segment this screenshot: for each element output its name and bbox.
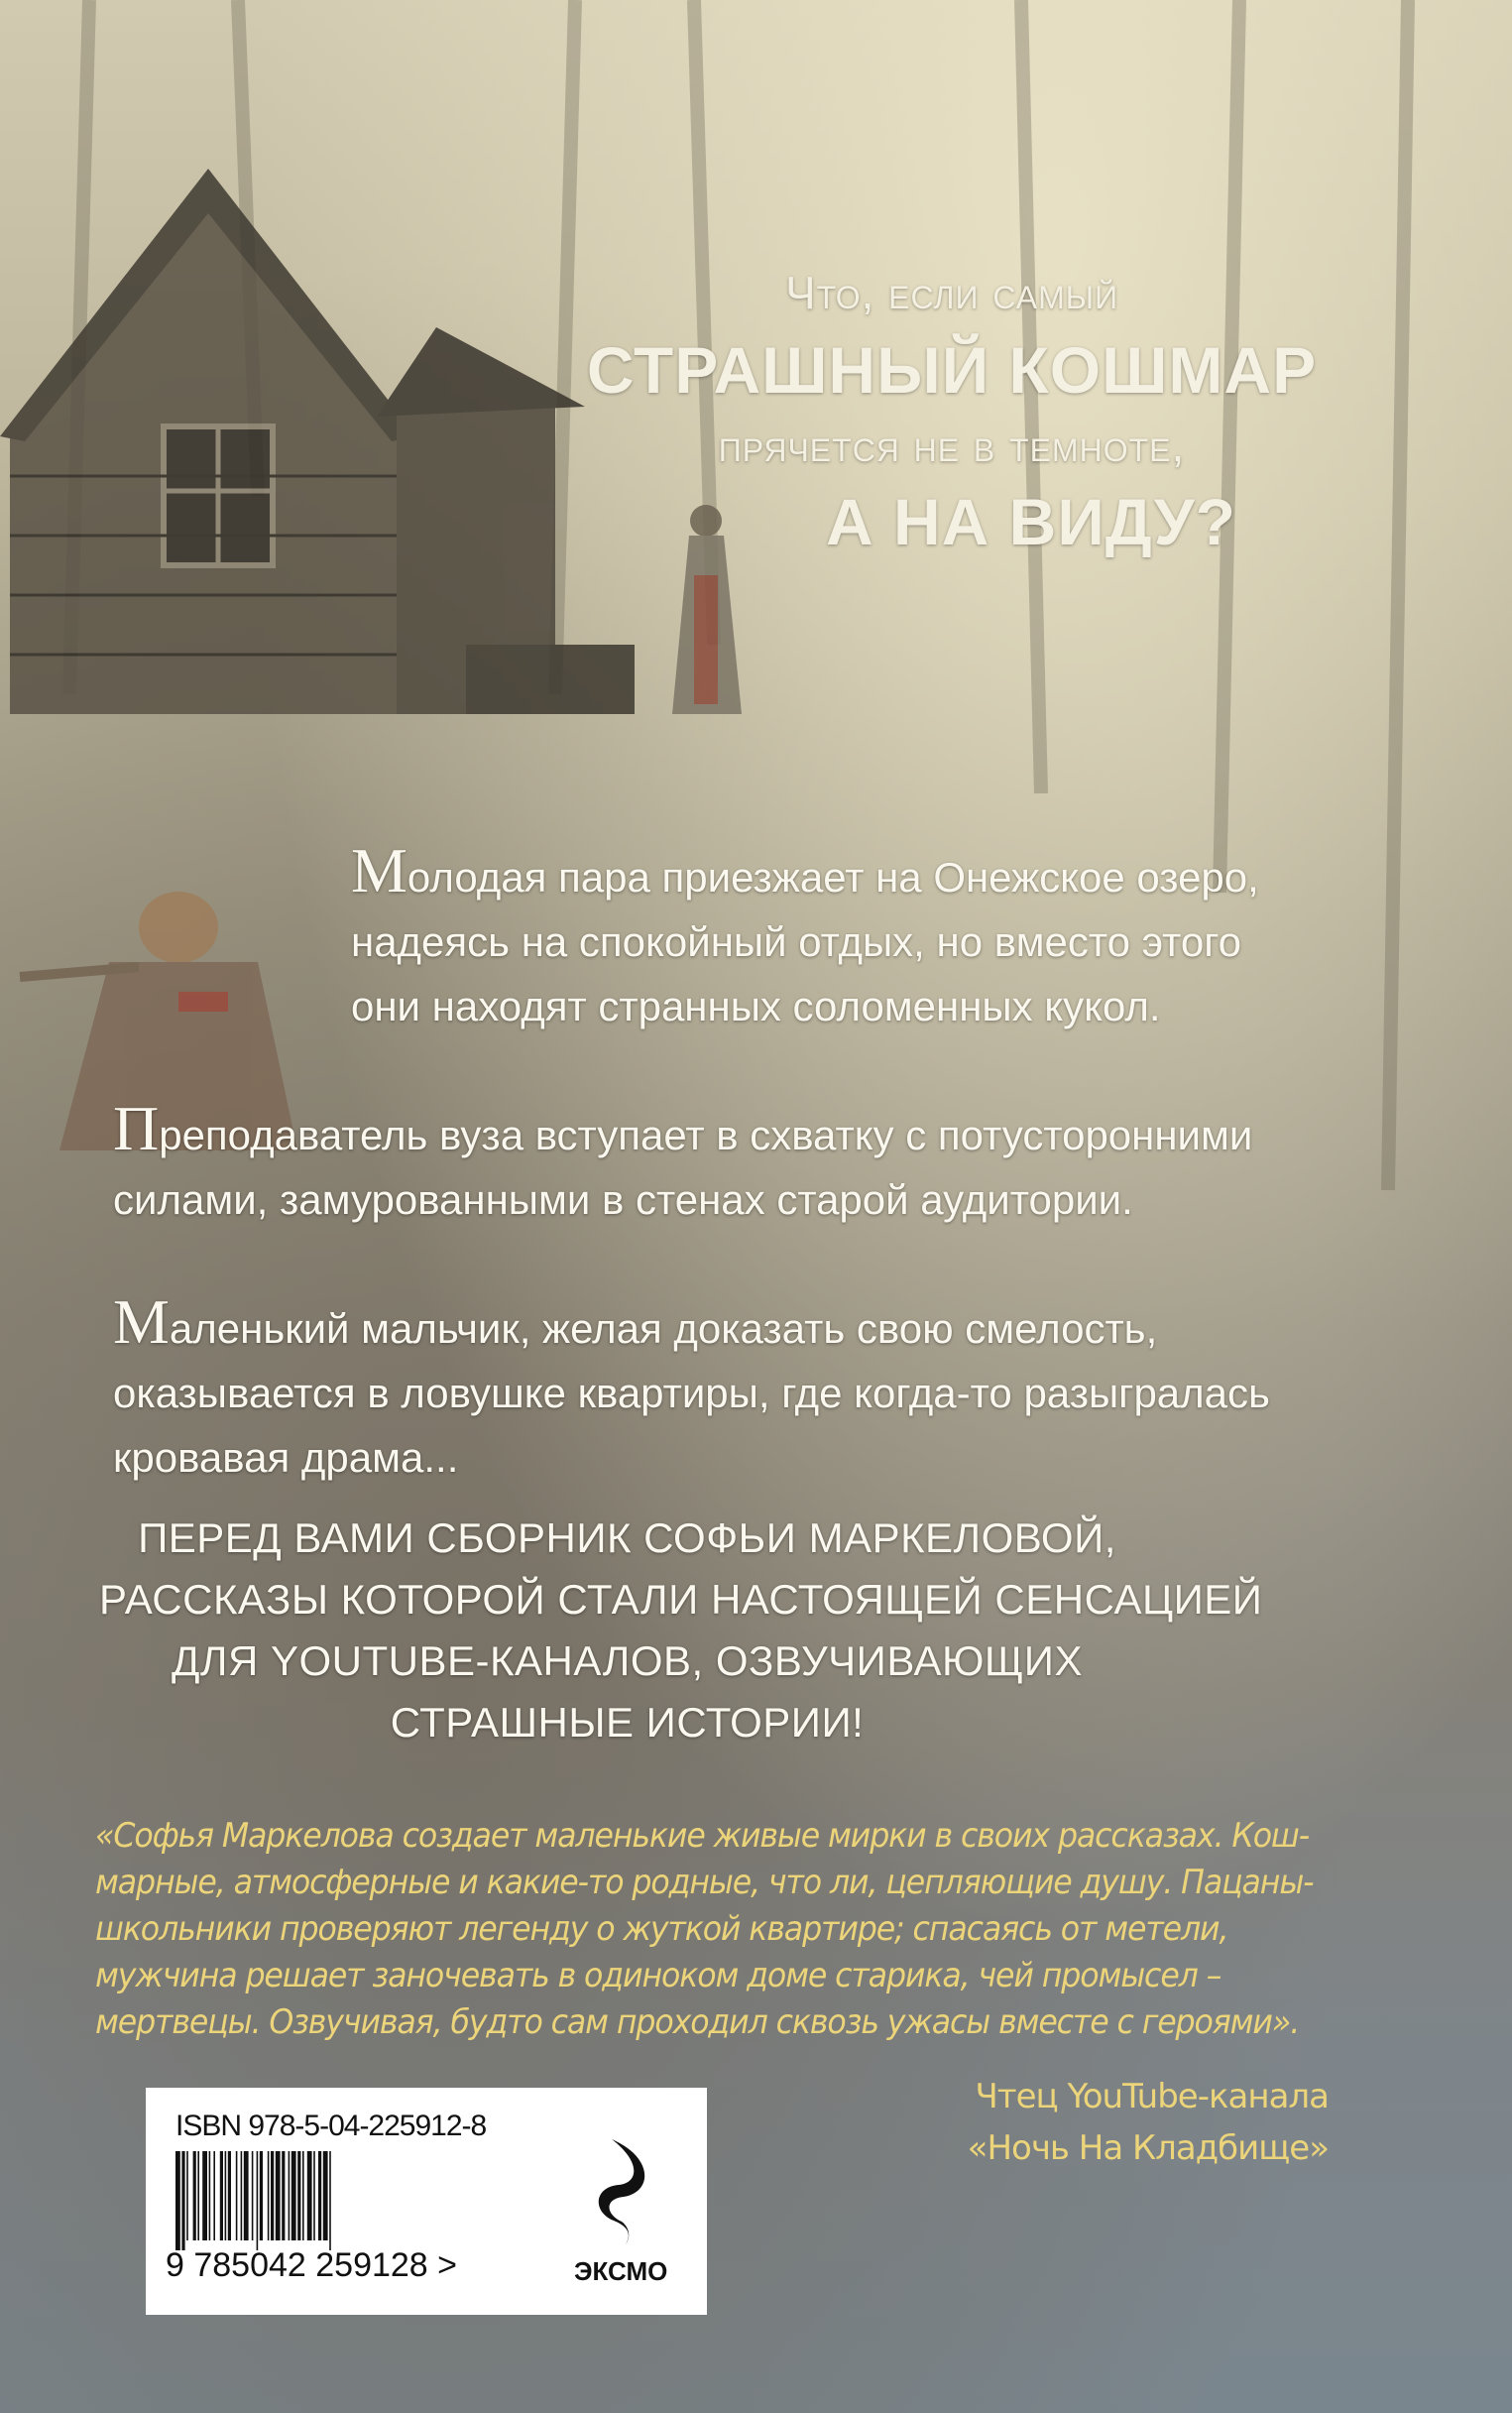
paragraph-line: надеясь на спокойный отдых, но вместо этого xyxy=(351,918,1241,965)
quote-attribution xyxy=(968,2071,1329,2174)
eksmo-logo-icon xyxy=(584,2137,663,2246)
barcode-bar xyxy=(252,2151,254,2240)
quote-line: мужчина решает заночевать в одиноком доме старика, чей промысел – xyxy=(95,1956,1221,1995)
synopsis-paragraph-3 xyxy=(113,1286,1270,1490)
barcode-bar xyxy=(220,2151,223,2240)
barcode-bar xyxy=(282,2151,285,2240)
barcode-bar xyxy=(268,2151,270,2240)
collection-announcement xyxy=(99,1508,1263,1753)
paragraph-text: реподаватель вуза вступает в схватку с потусторонними xyxy=(159,1112,1253,1158)
barcode-bar xyxy=(323,2151,328,2240)
barcode-bar xyxy=(289,2151,291,2240)
attribution-line: Чтец YouTube-канала xyxy=(975,2077,1329,2116)
barcode-bar xyxy=(276,2151,281,2240)
announcement-line: РАССКАЗЫ КОТОРОЙ СТАЛИ НАСТОЯЩЕЙ СЕНСАЦИЕЙ xyxy=(99,1576,1263,1623)
quote-line: марные, атмосферные и какие-то родные, что ли, цепляющие душу. Пацаны- xyxy=(95,1863,1314,1902)
barcode-bar xyxy=(257,2151,259,2250)
publisher-name: ЭКСМО xyxy=(574,2256,668,2286)
headline-line-2: СТРАШНЫЙ КОШМАР xyxy=(586,333,1318,407)
barcode-bar xyxy=(307,2151,312,2240)
barcode-icon xyxy=(175,2151,473,2250)
barcode-bar xyxy=(213,2151,215,2240)
quote-line: школьники проверяют легенду о жуткой квартире; спасаясь от метели, xyxy=(95,1909,1228,1949)
ean-digits: 9 785042 259128 > xyxy=(166,2246,458,2284)
barcode-bar xyxy=(193,2151,196,2240)
paragraph-text: аленький мальчик, желая доказать свою смелость, xyxy=(169,1305,1158,1352)
headline-line-4: А НА ВИДУ? xyxy=(826,485,1236,558)
review-quote xyxy=(95,1813,1313,2046)
barcode-bar xyxy=(313,2151,315,2240)
barcode-bar xyxy=(241,2151,243,2240)
headline-emphasis xyxy=(555,332,1348,408)
headline-question xyxy=(635,484,1428,559)
headline-sub xyxy=(555,419,1348,472)
headline-line-3: прячется не в темноте, xyxy=(718,420,1186,471)
barcode-bar xyxy=(271,2151,274,2240)
barcode-bar xyxy=(244,2151,249,2240)
paragraph-text: олодая пара приезжает на Онежское озеро, xyxy=(407,854,1259,901)
paragraph-line: кровавая драма... xyxy=(113,1434,459,1481)
headline xyxy=(555,266,1348,319)
barcode-bar xyxy=(202,2151,207,2240)
quote-line: «Софья Маркелова создает маленькие живые мирки в своих рассказах. Кош- xyxy=(95,1816,1310,1856)
paragraph-line: оказывается в ловушке квартиры, где когда-то разыгралась xyxy=(113,1370,1270,1416)
barcode-bar xyxy=(225,2151,227,2240)
synopsis-paragraph-2 xyxy=(113,1093,1253,1232)
drop-initial: М xyxy=(351,835,407,905)
paragraph-line: они находят странных соломенных кукол. xyxy=(351,983,1161,1029)
barcode-bar xyxy=(228,2151,231,2240)
announcement-line: СТРАШНЫЕ ИСТОРИИ! xyxy=(390,1699,865,1746)
headline-line-1: Что, если самый xyxy=(784,267,1119,318)
drop-initial: П xyxy=(113,1093,160,1163)
barcode-bar xyxy=(329,2151,331,2250)
synopsis-paragraph-1 xyxy=(351,835,1259,1038)
barcode-bar xyxy=(186,2151,188,2240)
barcode-bar xyxy=(181,2151,184,2250)
drop-initial: М xyxy=(113,1286,170,1357)
barcode-bar xyxy=(209,2151,211,2240)
isbn-label: ISBN 978-5-04-225912-8 xyxy=(175,2110,487,2142)
attribution-line: «Ночь На Кладбище» xyxy=(967,2128,1329,2168)
barcode-bar xyxy=(175,2151,180,2250)
isbn-barcode-panel xyxy=(146,2088,707,2315)
barcode-bar xyxy=(302,2151,304,2240)
barcode-bar xyxy=(297,2151,300,2240)
barcode-bar xyxy=(236,2151,238,2240)
barcode-bar xyxy=(197,2151,199,2240)
barcode-bar xyxy=(291,2151,296,2240)
paragraph-line: силами, замурованными в стенах старой аудитории. xyxy=(113,1176,1133,1223)
announcement-line: ПЕРЕД ВАМИ СБОРНИК СОФЬИ МАРКЕЛОВОЙ, xyxy=(138,1514,1116,1561)
barcode-bar xyxy=(260,2151,263,2240)
paragraph-line xyxy=(113,1286,1270,1361)
announcement-line: ДЛЯ YOUTUBE-КАНАЛОВ, ОЗВУЧИВАЮЩИХ xyxy=(171,1637,1083,1684)
quote-line: мертвецы. Озвучивая, будто сам проходил сквозь ужасы вместе с героями». xyxy=(95,2002,1300,2042)
paragraph-line xyxy=(351,835,1259,909)
barcode-bar xyxy=(318,2151,321,2240)
house-icon xyxy=(0,169,635,714)
paragraph-line xyxy=(113,1093,1253,1167)
